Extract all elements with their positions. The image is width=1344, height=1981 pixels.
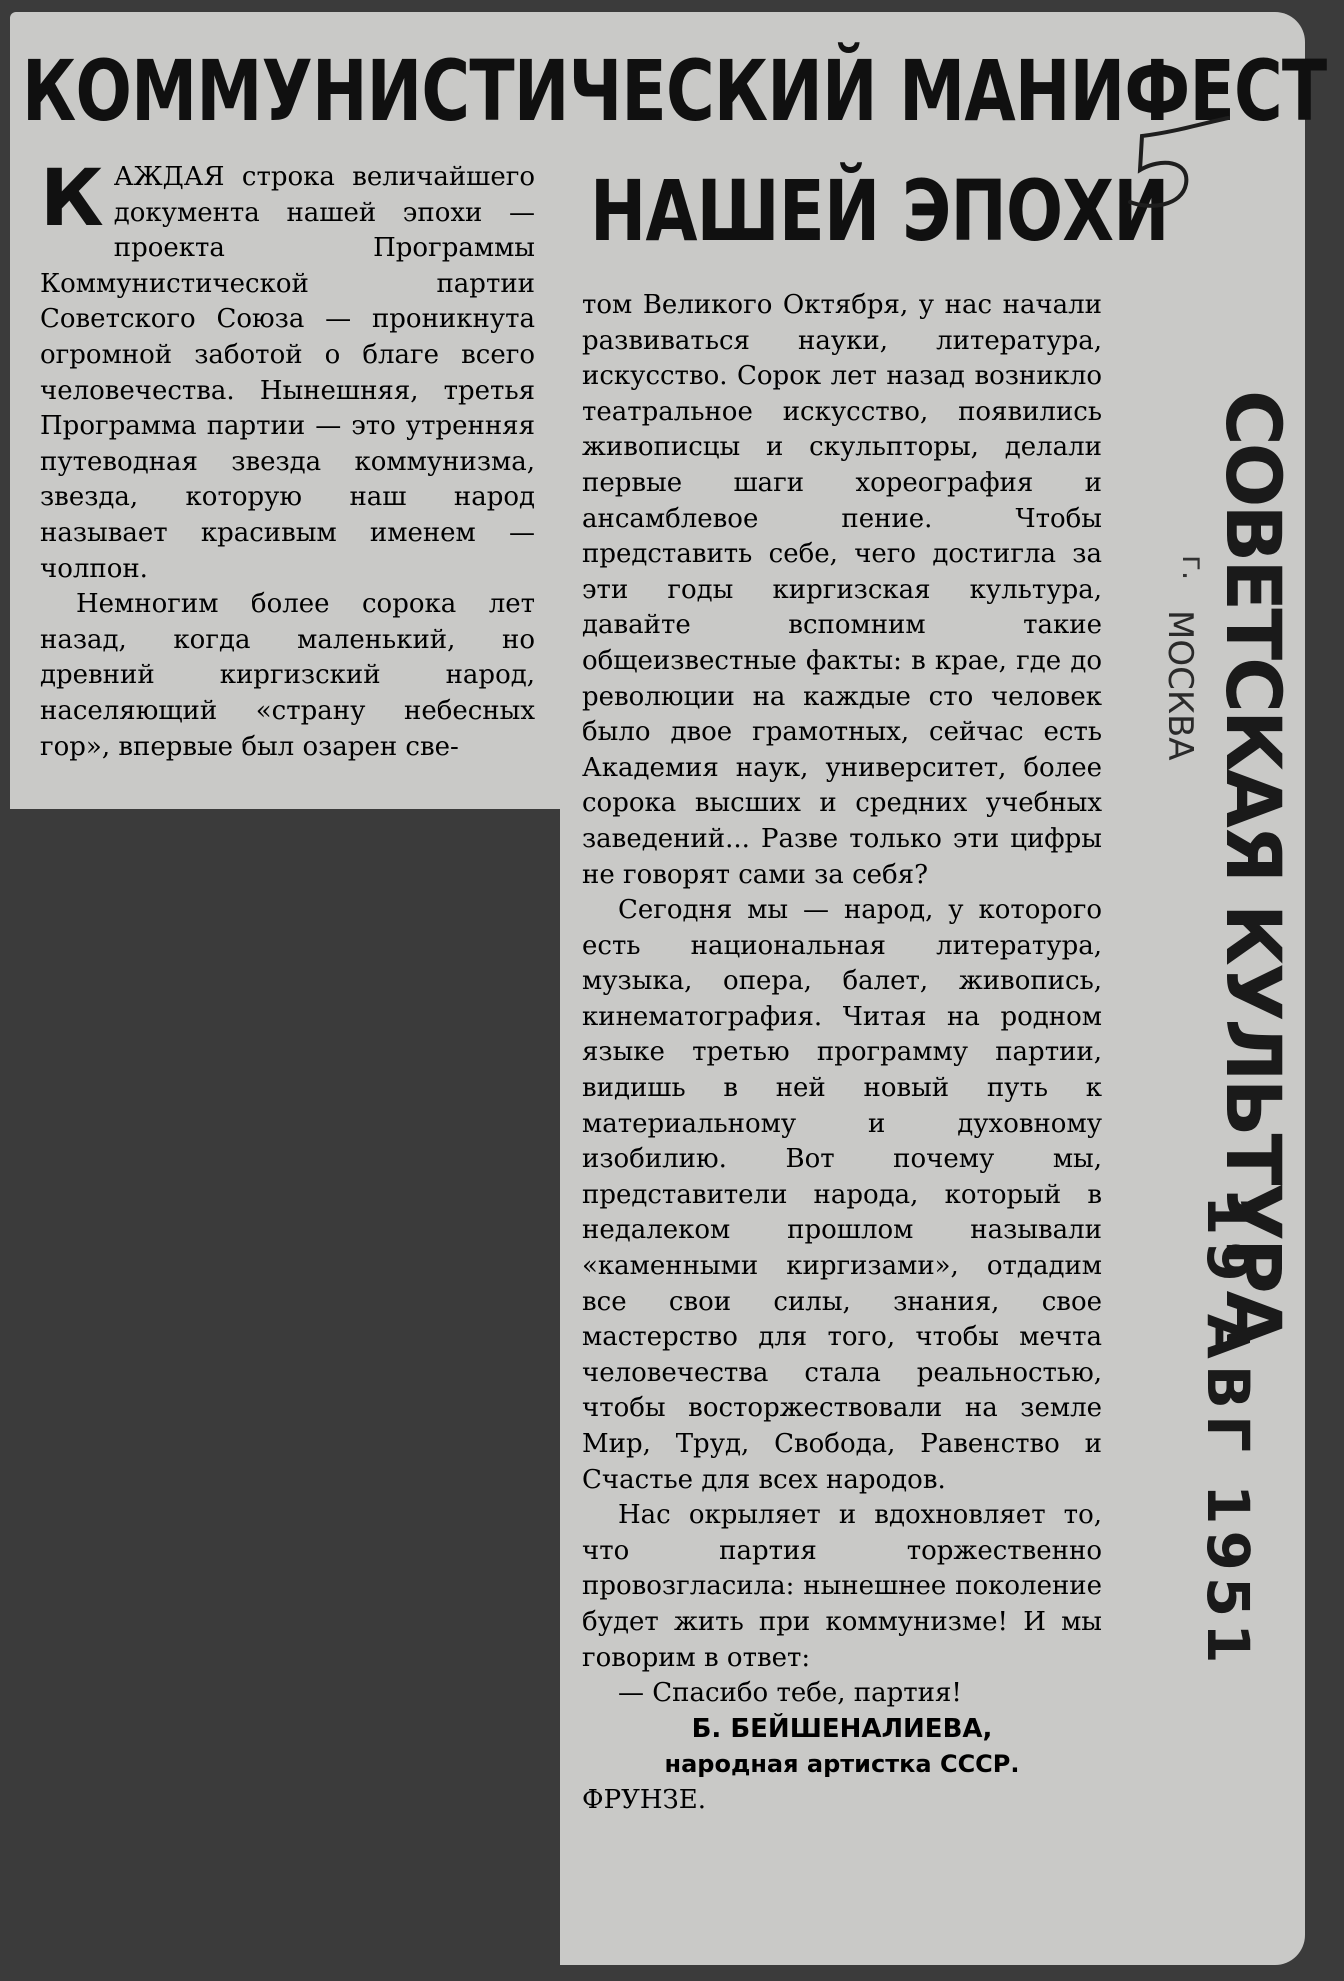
paragraph-1-text: АЖДАЯ строка величайшего документа нашей эпохи — проекта Программы Коммунистической партии Советского Союза — проникнута огромной заботой о благе всего человечества. Нынешняя, третья Программа партии — это утренняя путеводная звезда коммунизма, звезда, которую наш народ называет красивым именем — чолпон. (40, 162, 535, 584)
article-paragraph-1 (40, 154, 535, 587)
handwritten-number-5 (1120, 110, 1240, 220)
stamp-city-prefix: г. (1175, 555, 1210, 581)
article-paragraph-2-start: Немногим более сорока лет назад, когда маленький, но древний киргизский народ, населяющий «страну небесных гор», впервые был озарен све- (40, 589, 535, 762)
author-name: Б. БЕЙШЕНАЛИЕВА, (691, 1713, 993, 1744)
stamp-date: 19 АВГ 1951 (1194, 1195, 1262, 1670)
headline-line-2: НАШЕЙ ЭПОХИ (590, 162, 1169, 260)
article-paragraph-3: Сегодня мы — народ, у которого есть национальная литература, музыка, опера, балет, живопись, кинематография. Читая на родном языке третью программу партии, видишь в ней новый путь к материальному и духовному изобилию. Вот почему мы, представители народа, который в недалеком прошлом называли «каменными киргизами», отдадим все свои силы, знания, свое мастерство для того, чтобы мечта человечества стала реальностью, чтобы восторжествовали на земле Мир, Труд, Свобода, Равенство и Счастье для всех народов. (582, 895, 1102, 1495)
article-paragraph-5: — Спасибо тебе, партия! (618, 1678, 962, 1709)
stamp-newspaper-name: СОВЕТСКАЯ КУЛЬТУРА (1209, 390, 1298, 1347)
article-column-left (40, 154, 535, 765)
article-paragraph-4: Нас окрыляет и вдохновляет то, что партия торжественно провозгласила: нынешнее поколение будет жить при коммунизме! И мы говорим в ответ: (582, 1500, 1102, 1673)
article-paragraph-2-continued: том Великого Октября, у нас начали развиваться науки, литература, искусство. Сорок лет назад возникло театральное искусство, появились живописцы и скульпторы, делали первые шаги хореография и ансамблевое пение. Чтобы представить себе, чего достигла за эти годы киргизская культура, давайте вспомним такие общеизвестные факты: в крае, где до революции на каждые сто человек было двое грамотных, сейчас есть Академия наук, университет, более сорока высших и средних учебных заведений... Разве только эти цифры не говорят сами за себя? (582, 290, 1102, 890)
drop-cap: К (40, 154, 104, 244)
author-city: ФРУНЗЕ. (582, 1784, 706, 1815)
article-column-right (582, 288, 1102, 1819)
stamp-city: МОСКВА (1160, 610, 1200, 761)
author-title: народная артистка СССР. (664, 1750, 1020, 1779)
headline-line-1: КОММУНИСТИЧЕСКИЙ МАНИФЕСТ (22, 42, 1327, 140)
